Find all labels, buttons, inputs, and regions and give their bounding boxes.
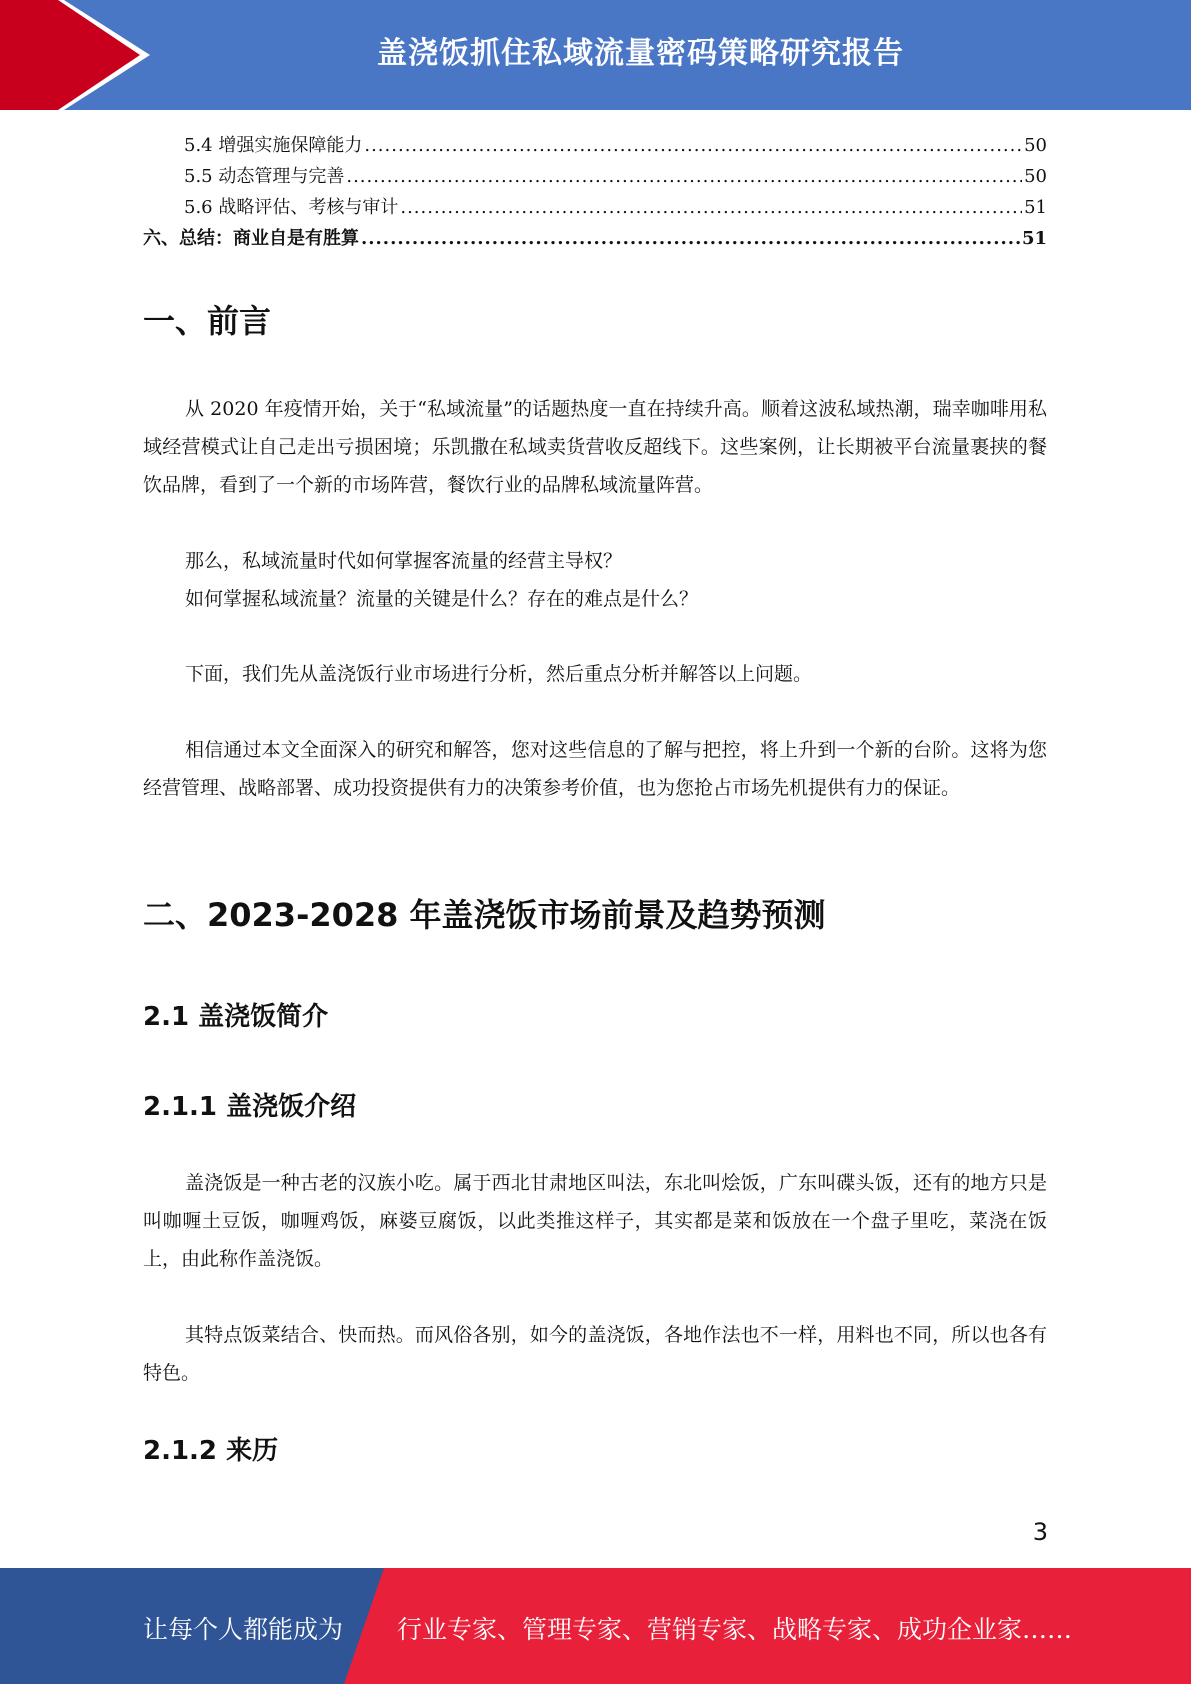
toc-entry[interactable] (143, 223, 1047, 254)
question-line: 如何掌握私域流量？流量的关键是什么？存在的难点是什么？ (185, 588, 699, 610)
toc-entry-page: 50 (1024, 166, 1047, 187)
toc-entry-title: 5.5 动态管理与完善 (184, 166, 345, 187)
section-heading-forecast: 二、2023-2028 年盖浇饭市场前景及趋势预测 (143, 896, 826, 934)
toc-leader-dots (364, 130, 1022, 161)
paragraph: 下面，我们先从盖浇饭行业市场进行分析，然后重点分析并解答以上问题。 (185, 663, 813, 685)
paragraph: 其特点饭菜结合、快而热。而风俗各别，如今的盖浇饭，各地作法也不一样，用料也不同，所以也各有特色。 (143, 1324, 1047, 1384)
report-title: 盖浇饭抓住私域流量密码策略研究报告 (377, 36, 904, 71)
table-of-contents (143, 130, 1047, 254)
toc-entry[interactable] (143, 161, 1047, 192)
footer-slogan-left: 让每个人都能成为 (143, 1615, 344, 1644)
paragraph: 相信通过本文全面深入的研究和解答，您对这些信息的了解与把控，将上升到一个新的台阶。这将为您经营管理、战略部署、成功投资提供有力的决策参考价值，也为您抢占市场先机提供有力的保证。 (143, 739, 1047, 799)
subsection-heading: 2.1 盖浇饭简介 (143, 1002, 329, 1032)
footer-slogan-right: 行业专家、管理专家、营销专家、战略专家、成功企业家…… (397, 1615, 1073, 1644)
page-header (0, 0, 1191, 110)
toc-entry-page: 50 (1024, 135, 1047, 156)
toc-entry-title: 5.6 战略评估、考核与审计 (184, 197, 399, 218)
toc-entry-title: 六、总结：商业自是有胜算 (143, 228, 359, 249)
toc-leader-dots (346, 161, 1022, 192)
toc-leader-dots (361, 223, 1020, 254)
toc-entry-page: 51 (1024, 197, 1047, 218)
toc-entry-title: 5.4 增强实施保障能力 (184, 135, 363, 156)
subsection-heading: 2.1.2 来历 (143, 1436, 279, 1466)
section-heading-preface: 一、前言 (143, 302, 272, 340)
page-footer (0, 1568, 1191, 1684)
paragraph: 从 2020 年疫情开始，关于“私域流量”的话题热度一直在持续升高。顺着这波私域热潮，瑞幸咖啡用私域经营模式让自己走出亏损困境；乐凯撒在私域卖货营收反超线下。这些案例，让长期被平台流量裹挟的餐饮品牌，看到了一个新的市场阵营，餐饮行业的品牌私域流量阵营。 (143, 398, 1047, 496)
subsection-heading: 2.1.1 盖浇饭介绍 (143, 1092, 357, 1122)
toc-entry[interactable] (143, 130, 1047, 161)
toc-leader-dots (400, 192, 1022, 223)
toc-entry-page: 51 (1021, 228, 1047, 249)
toc-entry[interactable] (143, 192, 1047, 223)
page-number: 3 (1032, 1518, 1048, 1546)
question-line: 那么，私域流量时代如何掌握客流量的经营主导权？ (185, 550, 623, 572)
paragraph: 盖浇饭是一种古老的汉族小吃。属于西北甘肃地区叫法，东北叫烩饭，广东叫碟头饭，还有的地方只是叫咖喱土豆饭，咖喱鸡饭，麻婆豆腐饭，以此类推这样子，其实都是菜和饭放在一个盘子里吃，菜浇在饭上，由此称作盖浇饭。 (143, 1172, 1047, 1270)
